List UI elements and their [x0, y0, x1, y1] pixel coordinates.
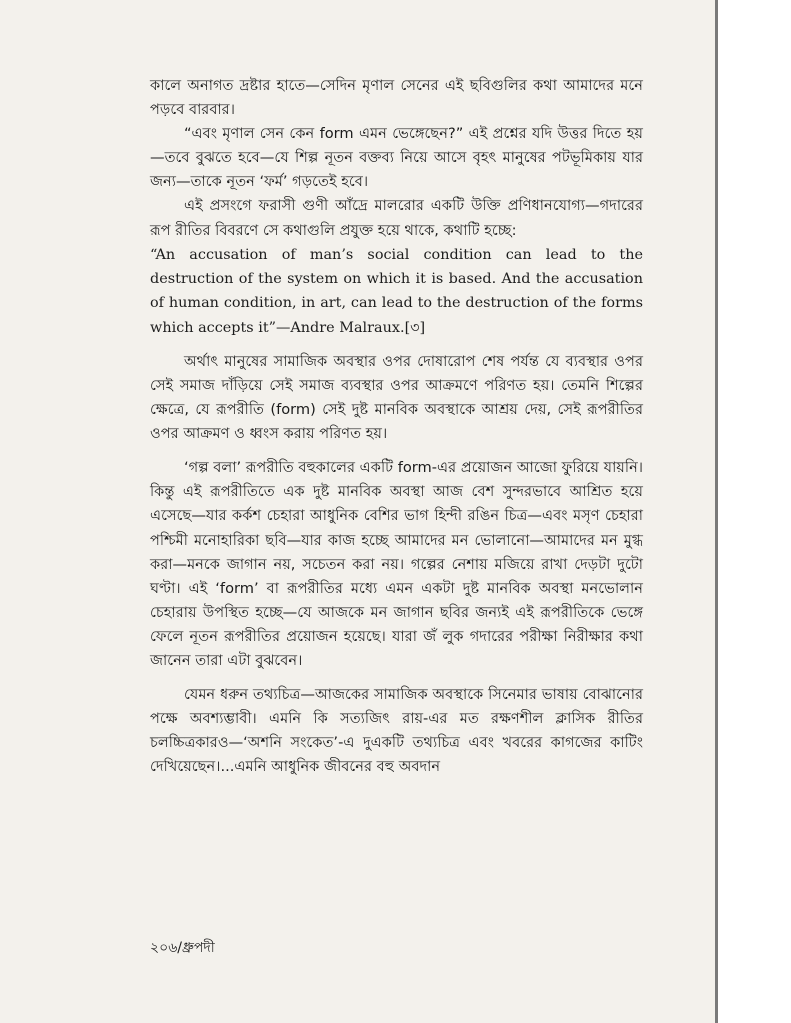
paragraph-malraux-intro: এই প্রসংগে ফরাসী গুণী আঁদ্রে মালরোর একটি উক্তি প্রণিধানযোগ্য—গদারের রূপ রীতির বিবরণে সে কথাগুলি প্রযুক্ত হয়ে থাকে, কথাটি হচ্ছে:: [150, 197, 643, 239]
malraux-quote: “An accusation of man’s social condition can lead to the destruction of the system on which it is based. And the accusation of human condition, in art, can lead to the destruction of the forms which accepts it”—Andre Malraux.[৩]: [150, 246, 643, 336]
paragraph-storytelling-form: ‘গল্প বলা’ রূপরীতি বহুকালের একটি form-এর প্রয়োজন আজো ফুরিয়ে যায়নি। কিন্তু এই রূপরীতিতে এক দুষ্ট মানবিক অবস্থা আজ বেশ সুন্দরভাবে আশ্রিত হয়ে এসেছে—যার কর্কশ চেহারা আধুনিক বেশির ভাগ হিন্দী রঙিন চিত্র—এবং মসৃণ চেহারা পশ্চিমী মনোহারিকা ছবি—যার কাজ হচ্ছে আমাদের মন ভোলানো—আমাদের মন মুগ্ধ করা—মনকে জাগান নয়, সচেতন করা নয়। গল্পের নেশায় মজিয়ে রাখা দেড়টা দুটো ঘণ্টা। এই ‘form’ বা রূপরীতির মধ্যে এমন একটা দুষ্ট মানবিক অবস্থা মনভোলান চেহারায় উপস্থিত হচ্ছে—যে আজকে মন জাগান ছবির জন্যই এই রূপরীতিকে ভেঙ্গে ফেলে নূতন রূপরীতির প্রয়োজন হয়েছে। যারা জঁ লুক গদারের পরীক্ষা নিরীক্ষার কথা জানেন তারা এটা বুঝবেন।: [150, 459, 643, 669]
paragraph-explanation: অর্থাৎ মানুষের সামাজিক অবস্থার ওপর দোষারোপ শেষ পর্যন্ত যে ব্যবস্থার ওপর সেই সমাজ দাঁড়িয়ে সেই সমাজ ব্যবস্থার ওপর আক্রমণে পরিণত হয়। তেমনি শিল্পের ক্ষেত্রে, যে রূপরীতি (form) সেই দুষ্ট মানবিক অবস্থাকে আশ্রয় দেয়, সেই রূপরীতির ওপর আক্রমণ ও ধ্বংস করায় পরিণত হয়।: [150, 352, 643, 443]
paragraph-documentary: যেমন ধরুন তথ্যচিত্র—আজকের সামাজিক অবস্থাকে সিনেমার ভাষায় বোঝানোর পক্ষে অবশ্যম্ভাবী। এমনি কি সত্যজিৎ রায়-এর মত রক্ষণশীল ক্লাসিক রীতির চলচ্চিত্রকারও—‘অশনি সংকেত’-এ দুএকটি তথ্যচিত্র এবং খবরের কাগজের কাটিং দেখিয়েছেন।...এমনি আধুনিক জীবনের বহু অবদান: [150, 686, 643, 776]
page-body: [150, 74, 643, 779]
paragraph-question: “এবং মৃণাল সেন কেন form এমন ভেঙ্গেছেন?” এই প্রশ্নের যদি উত্তর দিতে হয়—তবে বুঝতে হবে—যে শিল্প নূতন বক্তব্য নিয়ে আসে বৃহৎ মানুষের পটভূমিকায় যার জন্য—তাকে নূতন ‘ফর্ম’ গড়তেই হবে।: [150, 125, 643, 191]
page-footer: ২০৬/ধ্রুপদী: [150, 940, 215, 956]
paragraph-opening: কালে অনাগত দ্রষ্টার হাতে—সেদিন মৃণাল সেনের এই ছবিগুলির কথা আমাদের মনে পড়বে বারবার।: [150, 77, 643, 119]
